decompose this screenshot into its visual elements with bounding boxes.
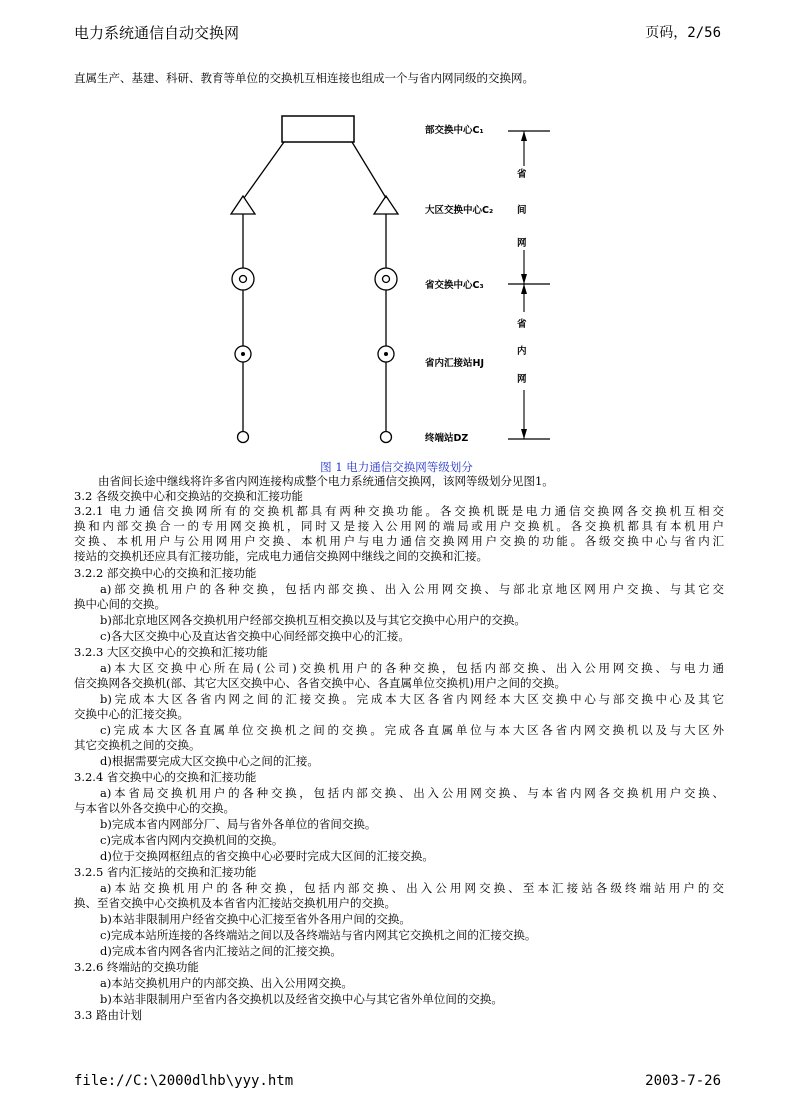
side-label-lower-1: 省 <box>517 319 527 330</box>
c3-node-left <box>232 268 254 290</box>
paragraph-line: a)部交换机用户的各种交换，包括内部交换、出入公用网交换、与部北京地区网用户交换、与其它交 <box>100 582 724 596</box>
section-heading: 3.2 各级交换中心和交换站的交换和汇接功能 <box>74 489 303 503</box>
paragraph-line: 其它交换机之间的交换。 <box>74 738 201 752</box>
label-c1: 部交换中心C₁ <box>425 125 484 136</box>
paragraph-line: 交换、本机用户与公用网用户交换、本机用户与电力通信交换网用户交换的功能。各级交换中心与省内汇 <box>74 534 724 548</box>
paragraph-line: a)本站交换机用户的内部交换、出入公用网交换。 <box>100 976 353 990</box>
section-heading: 3.2.5 省内汇接站的交换和汇接功能 <box>74 865 257 879</box>
paragraph-line: 与本省以外各交换中心的交换。 <box>74 801 235 815</box>
paragraph-line: d)根据需要完成大区交换中心之间的汇接。 <box>100 754 319 768</box>
paragraph-line: c)完成本省内网内交换机间的交换。 <box>100 833 284 847</box>
paragraph-line: 换和内部交换合一的专用网交换机，同时又是接入公用网的端局或用户交换机。各交换机都具有本机用户 <box>74 519 724 533</box>
label-hj: 省内汇接站HJ <box>425 358 484 369</box>
dz-node-right <box>381 432 392 443</box>
side-label-lower-2: 内 <box>517 346 527 357</box>
paragraph-line: 信交换网各交换机(部、其它大区交换中心、各省交换中心、各直属单位交换机)用户之间的交换。 <box>74 676 566 690</box>
label-c2: 大区交换中心C₂ <box>425 205 494 216</box>
figure-caption: 图 1 电力通信交换网等级划分 <box>320 460 473 474</box>
paragraph-line: a)本省局交换机用户的各种交换，包括内部交换、出入公用网交换、与本省内网各交换机用户交换、 <box>100 786 724 800</box>
paragraph-line: 换、至省交换中心交换机及本省省内汇接站交换机用户的交换。 <box>74 896 396 910</box>
label-c3: 省交换中心C₃ <box>425 280 484 291</box>
c1-switch-box <box>282 116 354 142</box>
paragraph-line: b)部北京地区网各交换机用户经部交换机互相交换以及与其它交换中心用户的交换。 <box>100 613 526 627</box>
paragraph-line: b)本站非限制用户至省内各交换机以及经省交换中心与其它省外单位间的交换。 <box>100 992 503 1006</box>
side-label-upper-1: 省 <box>517 169 527 180</box>
paragraph-line: c)完成本大区各直属单位交换机之间的交换。完成各直属单位与本大区各省内网交换机以及与大区外 <box>100 723 724 737</box>
intro-paragraph: 直属生产、基建、科研、教育等单位的交换机互相连接也组成一个与省内网同级的交换网。 <box>74 71 534 85</box>
paragraph-line: b)完成本大区各省内网之间的汇接交换。完成本大区各省内网经本大区交换中心与部交换中心及其它 <box>100 692 724 706</box>
paragraph-line: 3.2.1 电力通信交换网所有的交换机都具有两种交换功能。各交换机既是电力通信交换网各交换机互相交 <box>74 504 724 518</box>
side-label-upper-2: 间 <box>517 205 527 216</box>
section-heading: 3.2.6 终端站的交换功能 <box>74 960 199 974</box>
hierarchy-diagram <box>212 100 582 455</box>
paragraph-line: d)位于交换网枢纽点的省交换中心必要时完成大区间的汇接交换。 <box>100 849 434 863</box>
c2-triangle-right <box>374 196 398 214</box>
paragraph-line: 换中心间的交换。 <box>74 597 166 611</box>
paragraph-line: c)各大区交换中心及直达省交换中心间经部交换中心的汇接。 <box>100 629 410 643</box>
paragraph-line: b)本站非限制用户经省交换中心汇接至省外各用户间的交换。 <box>100 912 411 926</box>
paragraph-line: c)完成本站所连接的各终端站之间以及各终端站与省内网其它交换机之间的汇接交换。 <box>100 928 537 942</box>
c3-node-right <box>375 268 397 290</box>
section-heading: 3.2.2 部交换中心的交换和汇接功能 <box>74 566 257 580</box>
header-title: 电力系统通信自动交换网 <box>74 24 240 42</box>
paragraph-line: d)完成本省内网各省内汇接站之间的汇接交换。 <box>100 944 342 958</box>
dz-node-left <box>238 432 249 443</box>
label-dz: 终端站DZ <box>425 433 469 444</box>
footer-file-path: file://C:\2000dlhb\yyy.htm <box>74 1073 294 1089</box>
paragraph-line: b)完成本省内网部分厂、局与省外各单位的省间交换。 <box>100 817 377 831</box>
side-label-lower-3: 网 <box>517 374 527 385</box>
footer-date: 2003-7-26 <box>645 1073 721 1089</box>
c2-triangle-left <box>231 196 255 214</box>
paragraph-line: 由省间长途中继线将许多省内网连接构成整个电力系统通信交换网，该网等级划分见图1。 <box>98 474 554 488</box>
section-heading: 3.2.4 省交换中心的交换和汇接功能 <box>74 770 257 784</box>
section-heading: 3.2.3 大区交换中心的交换和汇接功能 <box>74 645 268 659</box>
paragraph-line: 接站的交换机还应具有汇接功能，完成电力通信交换网中继线之间的交换和汇接。 <box>74 549 488 563</box>
paragraph-line: 交换中心的汇接交换。 <box>74 707 189 721</box>
paragraph-line: a)本站交换机用户的各种交换，包括内部交换、出入公用网交换、至本汇接站各级终端站用户的交 <box>100 881 724 895</box>
paragraph-line: a)本大区交换中心所在局(公司)交换机用户的各种交换，包括内部交换、出入公用网交换、与电力通 <box>100 661 724 675</box>
side-label-upper-3: 网 <box>517 238 527 249</box>
header-page-number: 页码，2/56 <box>645 25 721 41</box>
section-heading: 3.3 路由计划 <box>74 1008 142 1022</box>
